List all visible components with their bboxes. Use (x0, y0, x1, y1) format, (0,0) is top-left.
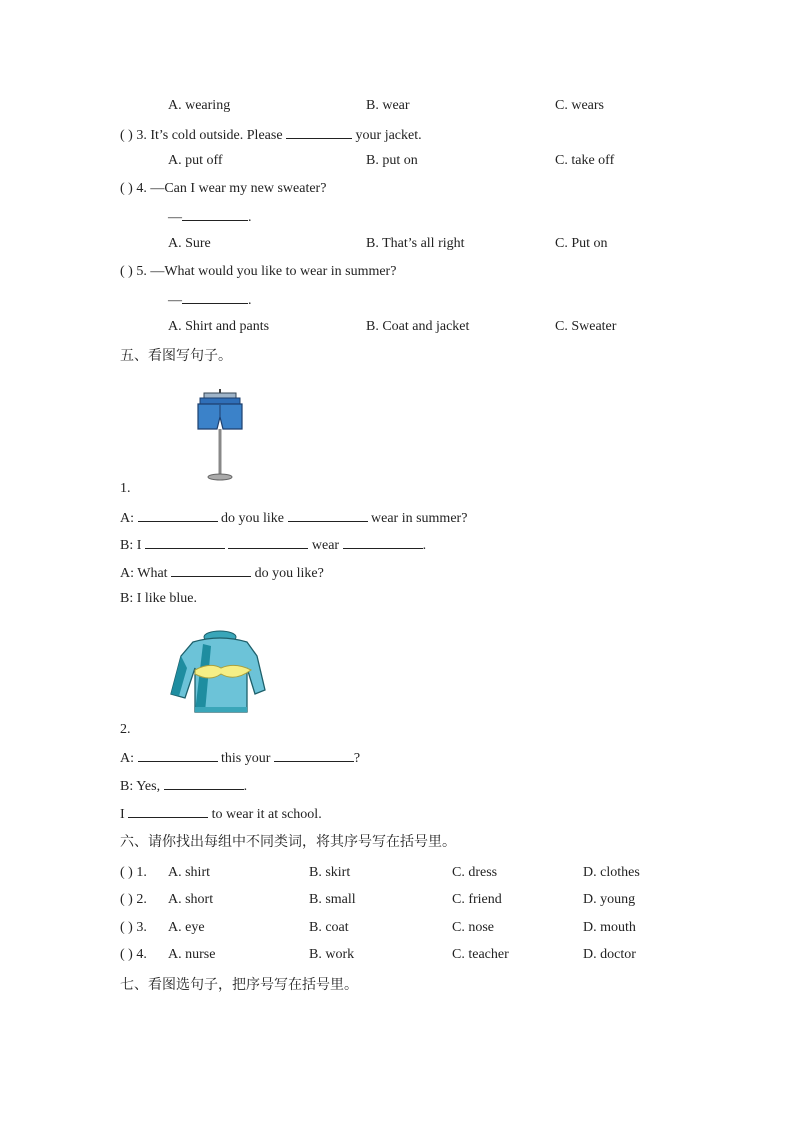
q4-question (120, 181, 326, 197)
q3-option-c: C. take off (555, 153, 615, 168)
sec6-row-1-b: B. skirt (309, 865, 351, 880)
q5-period: . (248, 293, 252, 308)
q3-question (120, 126, 422, 144)
sec6-row-4-num: ( ) 4. (120, 947, 147, 962)
item-1-line-2 (120, 536, 426, 554)
q3-option-b: B. put on (366, 153, 418, 168)
blank[interactable] (138, 749, 218, 762)
q4-option-b: B. That’s all right (366, 236, 465, 251)
sec6-row-2-d: D. young (583, 892, 636, 907)
q4-option-a: A. Sure (168, 236, 211, 251)
sec6-row-3-b: B. coat (309, 920, 349, 935)
sec6-row-1-c: C. dress (452, 865, 498, 880)
q4-dash: — (168, 210, 182, 225)
sec6-row-3-c: C. nose (452, 920, 494, 935)
blank[interactable] (145, 536, 225, 549)
q3-option-a: A. put off (168, 153, 223, 168)
item-2-line-1 (120, 749, 360, 767)
q3-text-pre: It’s cold outside. Please (150, 128, 283, 143)
item-2-line-3 (120, 805, 322, 823)
text: . (422, 538, 427, 553)
speaker-b: B: I (120, 538, 142, 553)
text: wear (311, 538, 340, 553)
blank[interactable] (228, 536, 308, 549)
sec6-row-3-d: D. mouth (583, 920, 636, 935)
sec6-row-2-num: ( ) 2. (120, 892, 147, 907)
speaker-a: A: (120, 751, 134, 766)
q5-answer-line (168, 291, 252, 309)
q5-option-a: A. Shirt and pants (168, 319, 270, 334)
q4-number: ( ) 4. (120, 181, 147, 196)
q3-number: ( ) 3. (120, 128, 147, 143)
item-1-line-4: B: I like blue. (120, 591, 197, 606)
sec6-row-3-num: ( ) 3. (120, 920, 147, 935)
q4-option-c: C. Put on (555, 236, 608, 251)
sec6-row-3-a: A. eye (168, 920, 205, 935)
sec6-row-1-a: A. shirt (168, 865, 210, 880)
text: wear in summer? (371, 511, 468, 526)
item-1-number: 1. (120, 481, 131, 496)
sec6-row-4-a: A. nurse (168, 947, 216, 962)
item-1-line-1 (120, 509, 467, 527)
q5-option-b: B. Coat and jacket (366, 319, 470, 334)
text: to wear it at school. (211, 807, 322, 822)
blank[interactable] (128, 805, 208, 818)
q5-dash: — (168, 293, 182, 308)
text: this your (221, 751, 271, 766)
sec6-row-4-c: C. teacher (452, 947, 509, 962)
q2-option-c: C. wears (555, 98, 604, 113)
q5-text: —What would you like to wear in summer? (150, 264, 397, 279)
section-6-title: 六、请你找出每组中不同类词，将其序号写在括号里。 (120, 834, 456, 850)
section-7-title: 七、看图选句子，把序号写在括号里。 (120, 977, 358, 993)
text: ? (353, 751, 361, 766)
speaker-b: B: Yes, (120, 779, 161, 794)
q5-number: ( ) 5. (120, 264, 147, 279)
blank[interactable] (164, 777, 244, 790)
blank[interactable] (171, 564, 251, 577)
text: do you like? (254, 566, 324, 581)
text: do you like (221, 511, 284, 526)
blank[interactable] (288, 509, 368, 522)
q5-blank[interactable] (182, 291, 248, 304)
q2-option-a: A. wearing (168, 98, 231, 113)
q5-option-c: C. Sweater (555, 319, 617, 334)
sec6-row-2-a: A. short (168, 892, 214, 907)
speaker-a: A: What (120, 566, 168, 581)
item-2-number: 2. (120, 722, 131, 737)
section-5-title: 五、看图写句子。 (120, 348, 232, 364)
sec6-row-4-b: B. work (309, 947, 355, 962)
shorts-on-stand-image (190, 385, 250, 485)
q5-question (120, 264, 396, 280)
q4-text: —Can I wear my new sweater? (150, 181, 327, 196)
q3-blank[interactable] (286, 126, 352, 139)
text: I (120, 807, 125, 822)
q4-blank[interactable] (182, 208, 248, 221)
blank[interactable] (138, 509, 218, 522)
q2-option-b: B. wear (366, 98, 410, 113)
sec6-row-1-d: D. clothes (583, 865, 640, 880)
sweater-image (165, 628, 270, 716)
blank[interactable] (274, 749, 354, 762)
speaker-a: A: (120, 511, 134, 526)
sec6-row-4-d: D. doctor (583, 947, 636, 962)
blank[interactable] (343, 536, 423, 549)
sec6-row-2-c: C. friend (452, 892, 502, 907)
text: . (243, 779, 248, 794)
sec6-row-1-num: ( ) 1. (120, 865, 147, 880)
item-1-line-3 (120, 564, 324, 582)
q3-text-post: your jacket. (355, 128, 422, 143)
item-2-line-2 (120, 777, 247, 795)
q4-answer-line (168, 208, 252, 226)
q4-period: . (248, 210, 252, 225)
sec6-row-2-b: B. small (309, 892, 356, 907)
